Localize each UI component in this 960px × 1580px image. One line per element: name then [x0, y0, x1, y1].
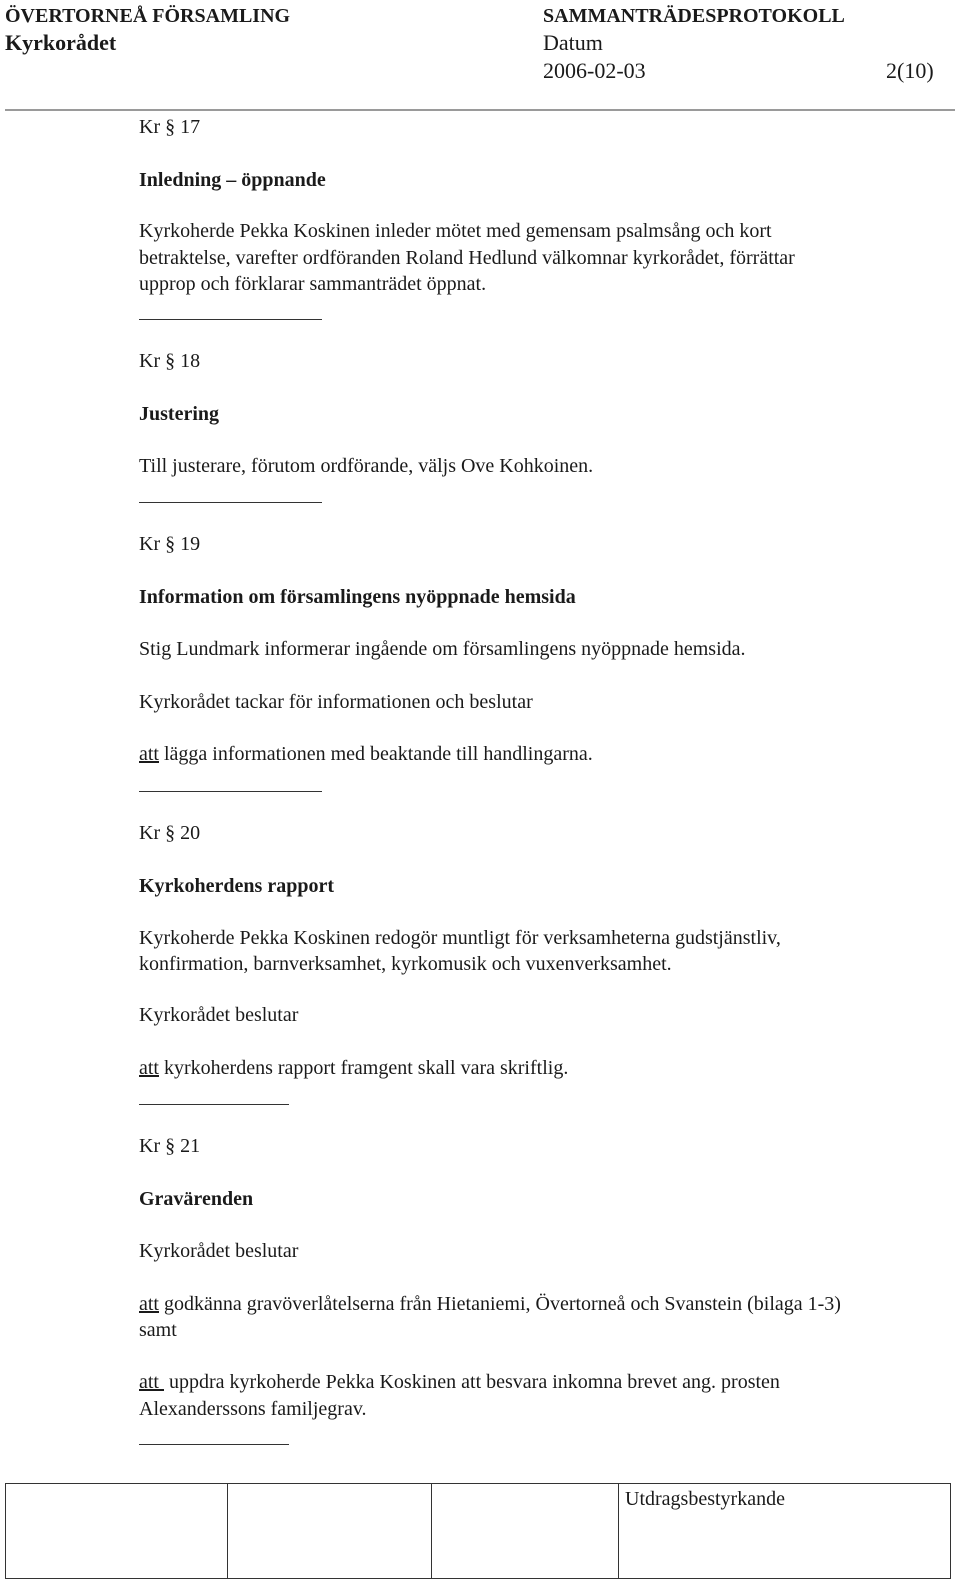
section-separator — [139, 1444, 289, 1445]
section-number-kr20 — [139, 820, 200, 846]
section-separator — [139, 1104, 289, 1105]
decision-kr21-2-line1 — [139, 1369, 780, 1395]
att-keyword: att — [139, 1057, 159, 1079]
section-prefix: Kr — [139, 1135, 161, 1157]
section-body-kr19: Stig Lundmark informerar ingående om församlingens nyöppnade hemsida. — [139, 638, 746, 660]
decision-text: kyrkoherdens rapport framgent skall vara skriftlig. — [159, 1057, 569, 1079]
section-body-kr20-line1: Kyrkoherde Pekka Koskinen redogör muntligt för verksamheterna gudstjänstliv, — [139, 927, 781, 949]
section-body-kr17-line1: Kyrkoherde Pekka Koskinen inleder mötet med gemensam psalmsång och kort — [139, 220, 772, 242]
document-type: SAMMANTRÄDESPROTOKOLL — [543, 5, 845, 27]
decision-kr21-2-line2: Alexanderssons familjegrav. — [139, 1398, 367, 1420]
page-number: 2(10) — [886, 58, 934, 83]
extract-certification-cell — [618, 1484, 785, 1578]
section-body-kr18: Till justerare, förutom ordförande, väljs Ove Kohkoinen. — [139, 455, 594, 477]
section-separator — [139, 319, 322, 320]
section-num: 20 — [180, 822, 201, 844]
decision-intro-kr20: Kyrkorådet beslutar — [139, 1004, 299, 1026]
section-title-kr21: Gravärenden — [139, 1188, 254, 1210]
decision-kr21-1-line2: samt — [139, 1319, 177, 1341]
att-keyword: att — [139, 1371, 164, 1393]
meeting-date: 2006-02-03 — [543, 58, 646, 83]
committee-name: Kyrkorådet — [5, 30, 117, 55]
organization-name: ÖVERTORNEÅ FÖRSAMLING — [5, 5, 291, 27]
page-header — [0, 0, 960, 112]
decision-text: uppdra kyrkoherde Pekka Koskinen att besvara inkomna brevet ang. prosten — [164, 1371, 780, 1393]
decision-kr20 — [139, 1055, 568, 1081]
section-number-kr21 — [139, 1133, 200, 1159]
decision-kr21-1-line1 — [139, 1291, 841, 1317]
decision-kr19 — [139, 741, 593, 767]
att-keyword: att — [139, 1293, 159, 1315]
section-title-kr19: Information om församlingens nyöppnade hemsida — [139, 586, 576, 608]
section-prefix: Kr — [139, 533, 161, 555]
section-num: 21 — [180, 1135, 201, 1157]
section-separator — [139, 791, 322, 792]
section-body-kr17-line3: upprop och förklarar sammanträdet öppnat. — [139, 273, 487, 295]
section-body-kr17-line2: betraktelse, varefter ordföranden Roland Hedlund välkomnar kyrkorådet, förrättar — [139, 247, 795, 269]
section-number-kr17 — [139, 114, 200, 140]
section-title-kr18: Justering — [139, 403, 219, 425]
section-sign: § — [165, 822, 176, 844]
section-prefix: Kr — [139, 822, 161, 844]
section-separator — [139, 502, 322, 503]
decision-text: lägga informationen med beaktande till handlingarna. — [159, 743, 593, 765]
section-title-kr20: Kyrkoherdens rapport — [139, 875, 334, 897]
section-sign: § — [165, 350, 176, 372]
section-prefix: Kr — [139, 350, 161, 372]
section-num: 17 — [180, 116, 201, 138]
decision-intro-kr19: Kyrkorådet tackar för informationen och beslutar — [139, 691, 533, 713]
date-label: Datum — [543, 30, 603, 55]
section-sign: § — [165, 533, 176, 555]
section-body-kr20-line2: konfirmation, barnverksamhet, kyrkomusik och vuxenverksamhet. — [139, 953, 672, 975]
att-keyword: att — [139, 743, 159, 765]
signature-cell — [431, 1484, 432, 1578]
section-num: 19 — [180, 533, 201, 555]
decision-text: godkänna gravöverlåtelserna från Hietaniemi, Övertorneå och Svanstein (bilaga 1-3) — [159, 1293, 841, 1315]
extract-certification-label: Utdragsbestyrkande — [625, 1488, 785, 1510]
signature-table — [5, 1483, 951, 1579]
section-number-kr18 — [139, 348, 200, 374]
section-sign: § — [165, 116, 176, 138]
signature-cell — [227, 1484, 228, 1578]
section-num: 18 — [180, 350, 201, 372]
section-sign: § — [165, 1135, 176, 1157]
header-rule — [5, 109, 955, 111]
section-title-kr17: Inledning – öppnande — [139, 169, 326, 191]
section-prefix: Kr — [139, 116, 161, 138]
decision-intro-kr21: Kyrkorådet beslutar — [139, 1240, 299, 1262]
section-number-kr19 — [139, 531, 200, 557]
